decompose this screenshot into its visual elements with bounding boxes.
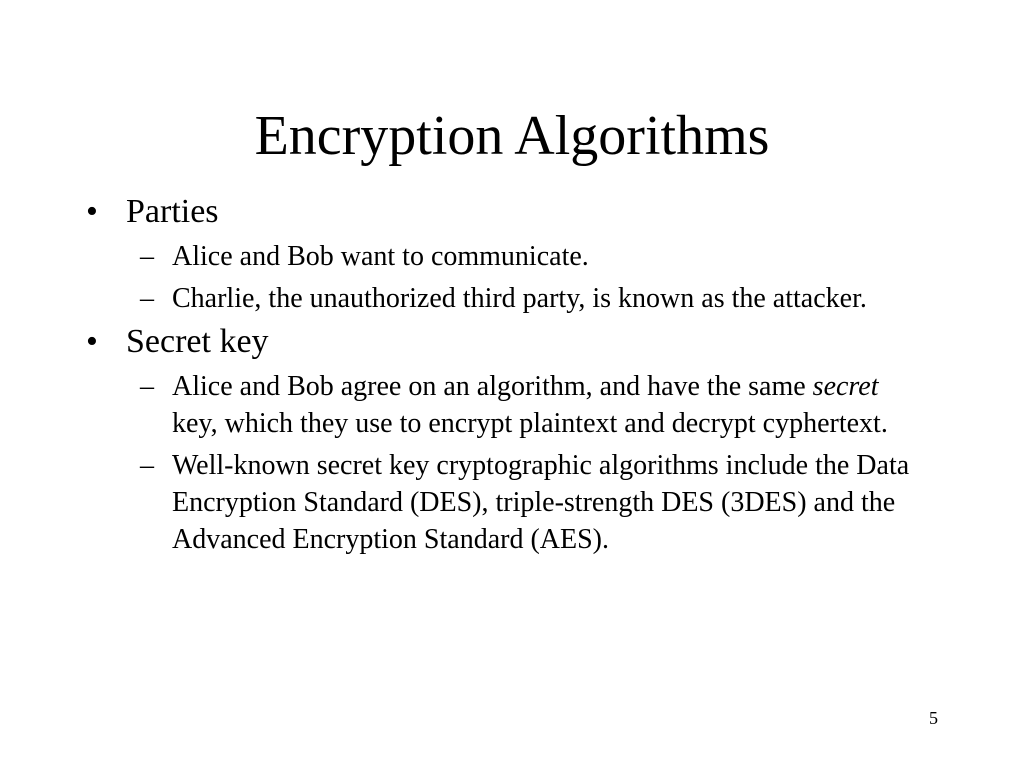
bullet-parties xyxy=(84,192,924,232)
page-number: 5 xyxy=(929,708,938,728)
slide-title: Encryption Algorithms xyxy=(254,105,770,167)
bullet-secret-key xyxy=(84,322,924,362)
subitem-attacker xyxy=(84,280,924,317)
bullet-icon: • xyxy=(86,193,98,230)
subitem-emphasis: secret xyxy=(812,371,879,402)
bullet-label: Parties xyxy=(126,193,219,230)
bullet-icon: • xyxy=(86,323,98,360)
subitem-algorithms xyxy=(84,447,924,558)
subitem-text: Well-known secret key cryptographic algorithms include the Data Encryption Standard (DES), triple-strength DES (3DES) and the Advanced Encryption Standard (AES). xyxy=(172,450,910,555)
subitem-text: Alice and Bob want to communicate. xyxy=(172,241,589,272)
subitem-text-after: key, which they use to encrypt plaintext and decrypt cyphertext. xyxy=(172,408,888,439)
subitems-secret-key xyxy=(84,368,924,558)
dash-icon: – xyxy=(140,371,154,402)
bullet-label: Secret key xyxy=(126,323,269,360)
subitem-shared-secret xyxy=(84,368,924,442)
subitem-text-before: Alice and Bob agree on an algorithm, and have the same xyxy=(172,371,813,402)
dash-icon: – xyxy=(140,241,154,272)
dash-icon: – xyxy=(140,450,154,481)
subitem-communicate xyxy=(84,238,924,275)
subitem-text: Charlie, the unauthorized third party, is known as the attacker. xyxy=(172,283,867,314)
slide-body xyxy=(84,192,924,563)
subitems-parties xyxy=(84,238,924,317)
dash-icon: – xyxy=(140,283,154,314)
